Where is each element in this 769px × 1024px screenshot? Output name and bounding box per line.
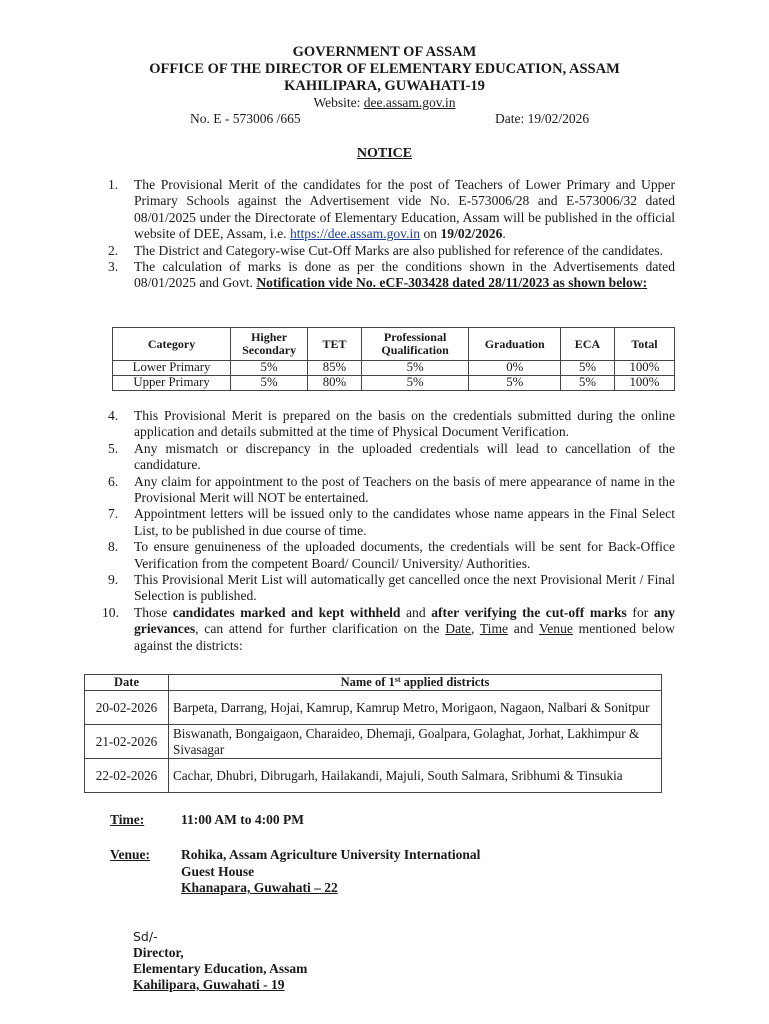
point-text: mentioned below against the districts: (134, 621, 676, 653)
point-text: , can attend for further clarification on the (195, 621, 446, 637)
points-list-part2 (102, 408, 676, 654)
cell-higher-secondary: 5% (231, 361, 308, 376)
point-text: , (470, 621, 480, 637)
table-header-row (113, 328, 675, 361)
point-text: This Provisional Merit List will automatically get cancelled once the next Provisional Merit / Final Selection is published. (134, 572, 675, 604)
point-number: 10. (102, 604, 119, 620)
cell-districts: Cachar, Dhubri, Dibrugarh, Hailakandi, Majuli, South Salmara, Sribhumi & Tinsukia (169, 759, 662, 793)
point-2 (108, 243, 675, 259)
point-text: on (420, 226, 441, 242)
point-number: 7. (108, 506, 119, 522)
cell-graduation: 5% (469, 376, 561, 391)
venue-value (181, 847, 480, 897)
point-text: and (508, 621, 539, 637)
cell-eca: 5% (561, 361, 615, 376)
point-8 (108, 539, 675, 572)
notification-reference: Notification vide No. eCF-303428 dated 28/11/2023 as shown below: (256, 275, 648, 291)
points-list-part1 (108, 177, 675, 292)
cell-higher-secondary: 5% (231, 376, 308, 391)
point-text: and (400, 604, 432, 620)
point-number: 9. (108, 572, 119, 588)
point-text: . (502, 226, 506, 242)
point-number: 5. (108, 440, 119, 456)
venue-line-2: Guest House (181, 863, 255, 879)
header-districts (169, 675, 662, 691)
cell-tet: 85% (308, 361, 362, 376)
point-number: 3. (108, 259, 119, 275)
point-number: 1. (108, 177, 119, 192)
header-category: Category (113, 328, 231, 361)
point-text: Any claim for appointment to the post of Teachers on the basis of mere appearance of name in the Provisional Merit will NOT be entertained. (134, 473, 675, 506)
point-number: 4. (108, 408, 119, 423)
document-date: Date: 19/02/2026 (495, 111, 590, 126)
point-text: for (626, 604, 654, 620)
header-superscript: st (394, 675, 401, 684)
header-total: Total (614, 328, 674, 361)
point-6 (108, 474, 675, 507)
publish-date: 19/02/2026 (440, 226, 503, 242)
cell-date: 21-02-2026 (85, 725, 169, 759)
cell-professional-qualification: 5% (361, 361, 469, 376)
cell-category: Lower Primary (113, 361, 231, 376)
point-text: Those (134, 604, 173, 620)
cell-date: 20-02-2026 (85, 691, 169, 725)
point-number: 8. (108, 539, 119, 555)
point-number: 6. (108, 473, 119, 489)
website-label: Website: (313, 95, 364, 110)
cell-eca: 5% (561, 376, 615, 391)
cell-total: 100% (614, 376, 674, 391)
table-row (85, 725, 662, 759)
signature-title: Director, (133, 945, 184, 960)
point-9 (108, 572, 675, 605)
point-4 (108, 408, 675, 441)
point-text: Any mismatch or discrepancy in the uploaded credentials will lead to cancellation of the candidature. (134, 440, 675, 473)
table-row (85, 691, 662, 725)
notice-title: NOTICE (356, 146, 413, 161)
point-10 (102, 604, 676, 654)
point-emphasis: any grievances (134, 604, 675, 637)
point-1 (108, 177, 675, 243)
header-date: Date (85, 675, 169, 691)
point-text: The Provisional Merit of the candidates for the post of Teachers of Lower Primary and Upper Primary Schools against the Advertisement vide No. E-573006/28 and E-573006/32 dated 08/01/2025 under the Directorate of Elementary Education, Assam will be published in the official website of DEE, Assam, i.e. (134, 177, 675, 242)
header-text: applied districts (400, 675, 490, 689)
point-5 (108, 441, 675, 474)
time-value: 11:00 AM to 4:00 PM (181, 812, 304, 827)
cell-graduation: 0% (469, 361, 561, 376)
header-address: KAHILIPARA, GUWAHATI-19 (284, 78, 485, 94)
cell-districts: Barpeta, Darrang, Hojai, Kamrup, Kamrup Metro, Morigaon, Nagaon, Nalbari & Sonitpur (169, 691, 662, 725)
point-text: Appointment letters will be issued only to the candidates whose name appears in the Final Select List, to be published in due course of time. (134, 506, 675, 538)
cell-category: Upper Primary (113, 376, 231, 391)
table-row (85, 759, 662, 793)
table-header-row (85, 675, 662, 691)
reference-number: No. E - 573006 /665 (190, 111, 301, 126)
header-text: Name of 1 (340, 675, 395, 689)
marks-distribution-table (112, 327, 675, 391)
cell-date: 22-02-2026 (85, 759, 169, 793)
header-website (0, 95, 769, 111)
point-text: To ensure genuineness of the uploaded documents, the credentials will be sent for Back-Office Verification from the competent Board/ Council/ University/ Authorities. (134, 539, 675, 571)
point-emphasis: after verifying the cut-off marks (431, 604, 627, 620)
point-text: The calculation of marks is done as per the conditions shown in the Advertisements dated 08/01/2025 and Govt. (134, 259, 675, 291)
point-text: This Provisional Merit is prepared on the basis on the credentials submitted during the online application and details submitted at the time of Physical Document Verification. (134, 408, 675, 440)
dee-website-link[interactable]: https://dee.assam.gov.in (289, 226, 421, 242)
point-text: The District and Category-wise Cut-Off Marks are also published for reference of the candidates. (134, 242, 663, 258)
cell-districts: Biswanath, Bongaigaon, Charaideo, Dhemaji, Goalpara, Golaghat, Jorhat, Lakhimpur & Sivasagar (169, 725, 662, 759)
cell-total: 100% (614, 361, 674, 376)
cell-tet: 80% (308, 376, 362, 391)
point-underline-venue: Venue (538, 621, 573, 637)
signature-department: Elementary Education, Assam (133, 961, 308, 976)
point-3 (108, 259, 675, 292)
point-emphasis: candidates marked and kept withheld (172, 604, 401, 620)
header-higher-secondary: Higher Secondary (231, 328, 308, 361)
cell-professional-qualification: 5% (361, 376, 469, 391)
venue-label: Venue: (110, 847, 151, 862)
header-eca: ECA (561, 328, 615, 361)
header-office: OFFICE OF THE DIRECTOR OF ELEMENTARY EDUCATION, ASSAM (149, 61, 620, 77)
signature-sd: Sd/- (133, 929, 158, 944)
venue-line-3: Khanapara, Guwahati – 22 (181, 880, 338, 895)
header-government: GOVERNMENT OF ASSAM (292, 44, 477, 60)
point-number: 2. (108, 242, 119, 258)
table-row (113, 361, 675, 376)
table-row (113, 376, 675, 391)
venue-line-1: Rohika, Assam Agriculture University International (181, 847, 481, 862)
point-7 (108, 506, 675, 539)
grievance-schedule-table (84, 674, 662, 793)
point-underline-time: Time (479, 621, 509, 637)
header-tet: TET (308, 328, 362, 361)
signature-address: Kahilipara, Guwahati - 19 (133, 977, 285, 992)
website-link[interactable]: dee.assam.gov.in (363, 95, 456, 110)
point-underline-date: Date (445, 621, 471, 637)
header-professional-qualification: Professional Qualification (361, 328, 469, 361)
header-graduation: Graduation (469, 328, 561, 361)
time-label: Time: (110, 812, 145, 827)
